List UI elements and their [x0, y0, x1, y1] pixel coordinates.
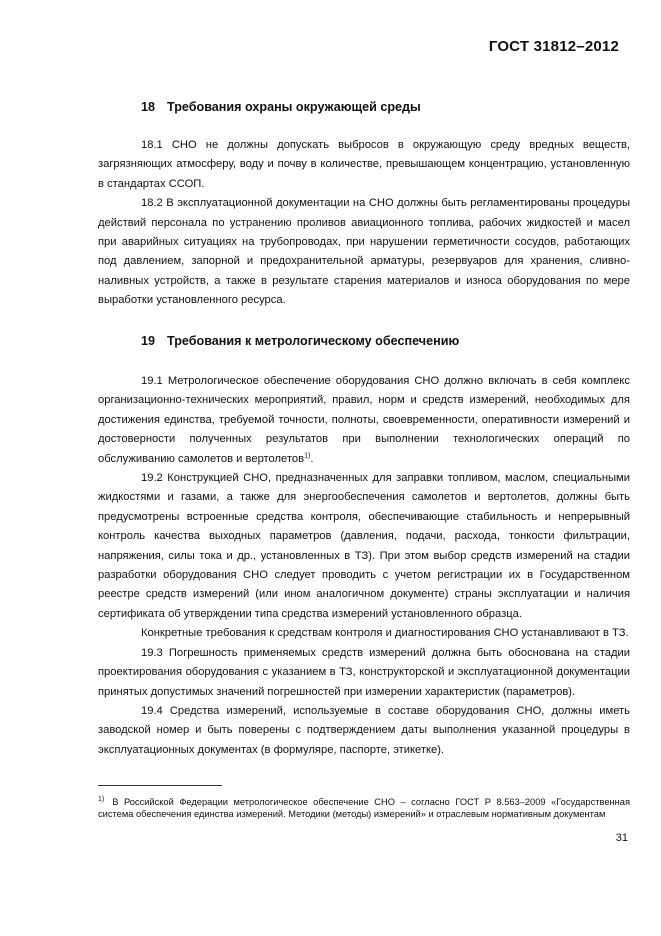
paragraph-18-1: 18.1 СНО не должны допускать выбросов в окружающую среду вредных веществ, загрязняющих атмосферу, воду и почву в количестве, превышающем концентрацию, установленную в стандартах ССОП. [98, 139, 630, 190]
section-18-heading [141, 100, 421, 114]
paragraph-19-2: 19.2 Конструкцией СНО, предназначенных для заправки топливом, маслом, специальными жидкостями и газами, а также для энергообеспечения самолетов и вертолетов, должны быть предусмотрены встроенные средства контроля, обеспечивающие стабильность и непрерывный контроль качества выходных параметров (давления, подачи, расхода, тонкости фильтрации, напряжения, силы тока и др., установленных в ТЗ). При этом выбор средств измерений на стадии разработки оборудования СНО следует проводить с учетом регистрации их в Государственном реестре средств измерений (или ином аналогичном документе) страны эксплуатации и наличия сертификата об утверждении типа средства измерений установленного образца. [98, 472, 630, 620]
section-18-body [98, 136, 630, 311]
paragraph-19-1-text: 19.1 Метрологическое обеспечение оборудования СНО должно включать в себя комплекс организационно-технических мероприятий, правил, норм и средств измерений, необходимых для достижения единства, требуемой точности, полноты, своевременности, оперативности измерений и достоверности полученных результатов при выполнении технологических операций по обслуживанию самолетов и вертолетов [98, 375, 630, 465]
document-standard-id: ГОСТ 31812–2012 [488, 38, 619, 55]
section-18-number: 18 [141, 100, 156, 114]
paragraph-19-1-end: . [310, 452, 314, 465]
section-18-title: Требования охраны окружающей среды [167, 100, 421, 114]
section-19-heading [141, 334, 459, 348]
footnote-divider [98, 785, 222, 786]
footnote-text: В Российской Федерации метрологическое обеспечение СНО – согласно ГОСТ Р 8.563–2009 «Государственная система обеспечения единства измерений. Методики (методы) измерений» и отраслевым нормативным документам [98, 797, 630, 819]
section-19-number: 19 [141, 334, 156, 348]
paragraph-19-1 [98, 372, 630, 469]
paragraph-19-3: 19.3 Погрешность применяемых средств измерений должна быть обоснована на стадии проектирования оборудования с указанием в ТЗ, конструкторской и эксплуатационной документации принятых допустимых значений погрешностей при измерении характеристик (параметров). [98, 646, 630, 698]
page-number: 31 [615, 832, 628, 844]
section-19-body [98, 372, 630, 760]
paragraph-18-2: 18.2 В эксплуатационной документации на СНО должны быть регламентированы процедуры действий персонала по устранению проливов авиационного топлива, рабочих жидкостей и масел при аварийных ситуациях на трубопроводах, при нарушении герметичности сосудов, работающих под давлением, запорной и предохранительной арматуры, резервуаров для хранения, сливно-наливных устройств, а также в результате старения материалов и износа оборудования по мере выработки установленного ресурса. [98, 197, 630, 307]
footnote-reference[interactable]: 1) [304, 451, 311, 459]
paragraph-19-2-note: Конкретные требования к средствам контроля и диагностирования СНО устанавливают в ТЗ. [141, 627, 629, 640]
footnote-mark: 1) [98, 795, 105, 803]
footnote [98, 796, 630, 820]
paragraph-19-4: 19.4 Средства измерений, используемые в составе оборудования СНО, должны иметь заводской номер и быть поверены с подтверждением даты выполнения указанной процедуры в эксплуатационных документах (в формуляре, паспорте, этикетке). [98, 704, 630, 756]
section-19-title: Требования к метрологическому обеспечению [167, 334, 460, 348]
